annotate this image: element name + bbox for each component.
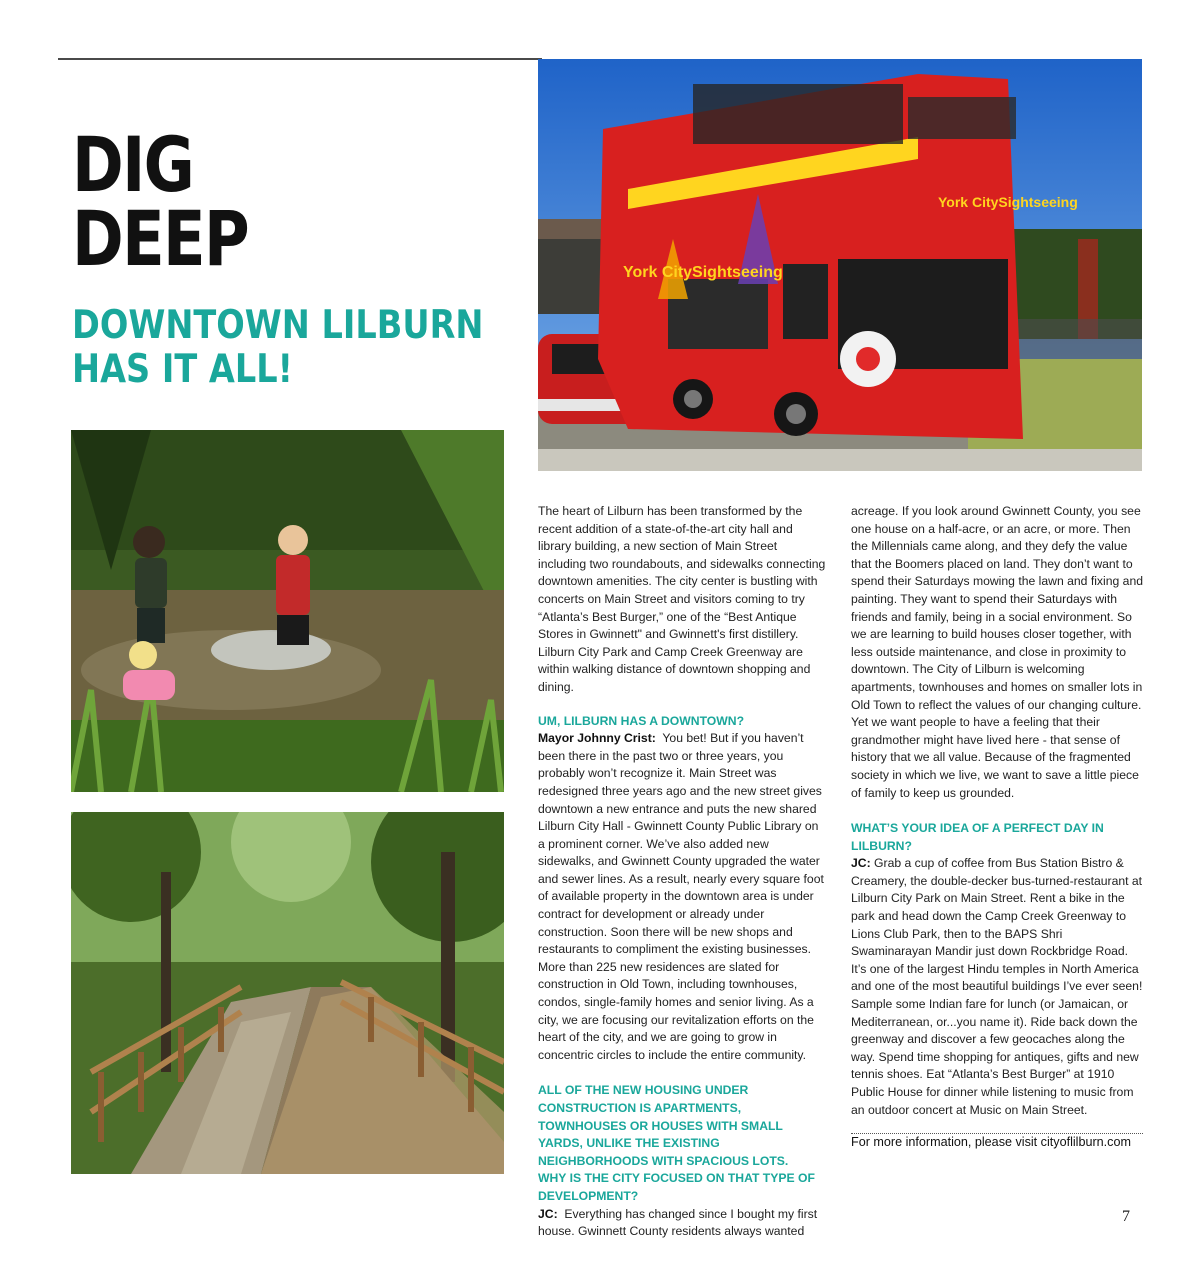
answer-2-text-part-1: Everything has changed since I bought my first house. Gwinnett County residents always wanted (538, 1206, 818, 1239)
question-1: UM, LILBURN HAS A DOWNTOWN? (538, 713, 745, 728)
page-number: 7 (1122, 1208, 1130, 1225)
bus-photo (538, 59, 1142, 471)
article-column-1 (538, 503, 828, 1241)
top-rule (58, 58, 542, 60)
answer-2-speaker: JC: (538, 1206, 558, 1221)
page-title (72, 120, 248, 283)
answer-2 (538, 1206, 828, 1241)
article-intro: The heart of Lilburn has been transformed by the recent addition of a state-of-the-art city hall and library building, a new section of Main Street including two roundabouts, and sidewalks connecting downtown amenities. The city center is bustling with concerts on Main Street and visitors coming to try “Atlanta’s Best Burger,” one of the “Best Antique Stores in Gwinnett" and Gwinnett's first distillery. Lilburn City Park and Camp Creek Greenway are within walking distance of downtown shopping and dining. (538, 504, 826, 694)
answer-3-speaker: JC: (851, 856, 871, 871)
answer-3 (851, 855, 1143, 1119)
answer-1-speaker: Mayor Johnny Crist: (538, 731, 656, 746)
bus-side-sign: York CitySightseeing (623, 264, 783, 281)
answer-3-text: Grab a cup of coffee from Bus Station Bistro & Creamery, the double-decker bus-turned-restaurant at Lilburn City Park on Main Street. Rent a bike in the park and head down the Camp Creek Greenway to Lions Club Park, then to the BAPS Shri Swaminarayan Mandir just down Rockbridge Road. It’s one of the largest Hindu temples in North America and one of the most beautiful buildings I’ve ever seen! Sample some Indian fare for lunch (or Jamaican, or Mediterranean, or...you name it). Ride back down the greenway and discover a few geocaches along the way. Spend time shopping for antiques, gifts and new tennis shoes. Eat “Atlanta’s Best Burger” at 1910 Public House for dinner while listening to music from an outdoor concert at Music on Main Street. (851, 856, 1143, 1117)
greenway-boardwalk-photo (71, 812, 504, 1174)
question-3: WHAT’S YOUR IDEA OF A PERFECT DAY IN LILBURN? (851, 821, 1104, 853)
article-column-2 (851, 503, 1143, 1152)
question-2: ALL OF THE NEW HOUSING UNDER CONSTRUCTION IS APARTMENTS, TOWNHOUSES OR HOUSES WITH SMALL YARDS, UNLIKE THE EXISTING NEIGHBORHOODS WITH SPACIOUS LOTS. WHY IS THE CITY FOCUSED ON THAT TYPE OF DEVELOPMENT? (538, 1083, 815, 1203)
answer-1-text: You bet! But if you haven’t been there in the past two or three years, you probably won’t recognize it. Main Street was redesigned three years ago and the new street gives downtown a new entrance and puts the new shared Lilburn City Hall - Gwinnett County Public Library on a prominent corner. We’ve also added new sidewalks, and Gwinnett County upgraded the water and sewer lines. As a result, nearly every square foot of available property in the downtown area is under contract for development or already under construction. Soon there will be new shops and restaurants to compliment the existing businesses. More than 225 new residences are slated for construction in Old Town, including townhouses, condos, single-family homes and senior living. As a city, we are focusing our revitalization efforts on the heart of the city, and we are going to grow in concentric circles to include the entire community. (538, 731, 824, 1062)
answer-1 (538, 730, 828, 1064)
kids-creek-photo (71, 430, 504, 792)
page-subtitle: DOWNTOWN LILBURN HAS IT ALL! (72, 303, 484, 392)
answer-2-continued: acreage. If you look around Gwinnett County, you see one house on a half-acre, or an acre, or more. Then the Millennials came along, and they defy the value that the Boomers placed on land. They don’t want to spend their Saturdays mowing the lawn and fixing and painting. They want to spend their Saturdays with friends and family, being in a social environment. So we are learning to build houses closer together, with less outside maintenance, and close in proximity to downtown. The City of Lilburn is welcoming apartments, townhouses and homes on smaller lots in Old Town to reflect the values of our changing culture. Yet we want people to have a feeling that their grandmother might have lived here - that sense of history that we all value. Because of the fragmented society in which we live, we want to save a little piece of family to keep us grounded. (851, 504, 1144, 800)
more-info-link[interactable]: For more information, please visit cityoflilburn.com (851, 1135, 1131, 1150)
title-line-1: DIG (72, 120, 194, 209)
title-line-2: DEEP (72, 194, 248, 283)
bus-front-sign: York CitySightseeing (938, 194, 1078, 210)
